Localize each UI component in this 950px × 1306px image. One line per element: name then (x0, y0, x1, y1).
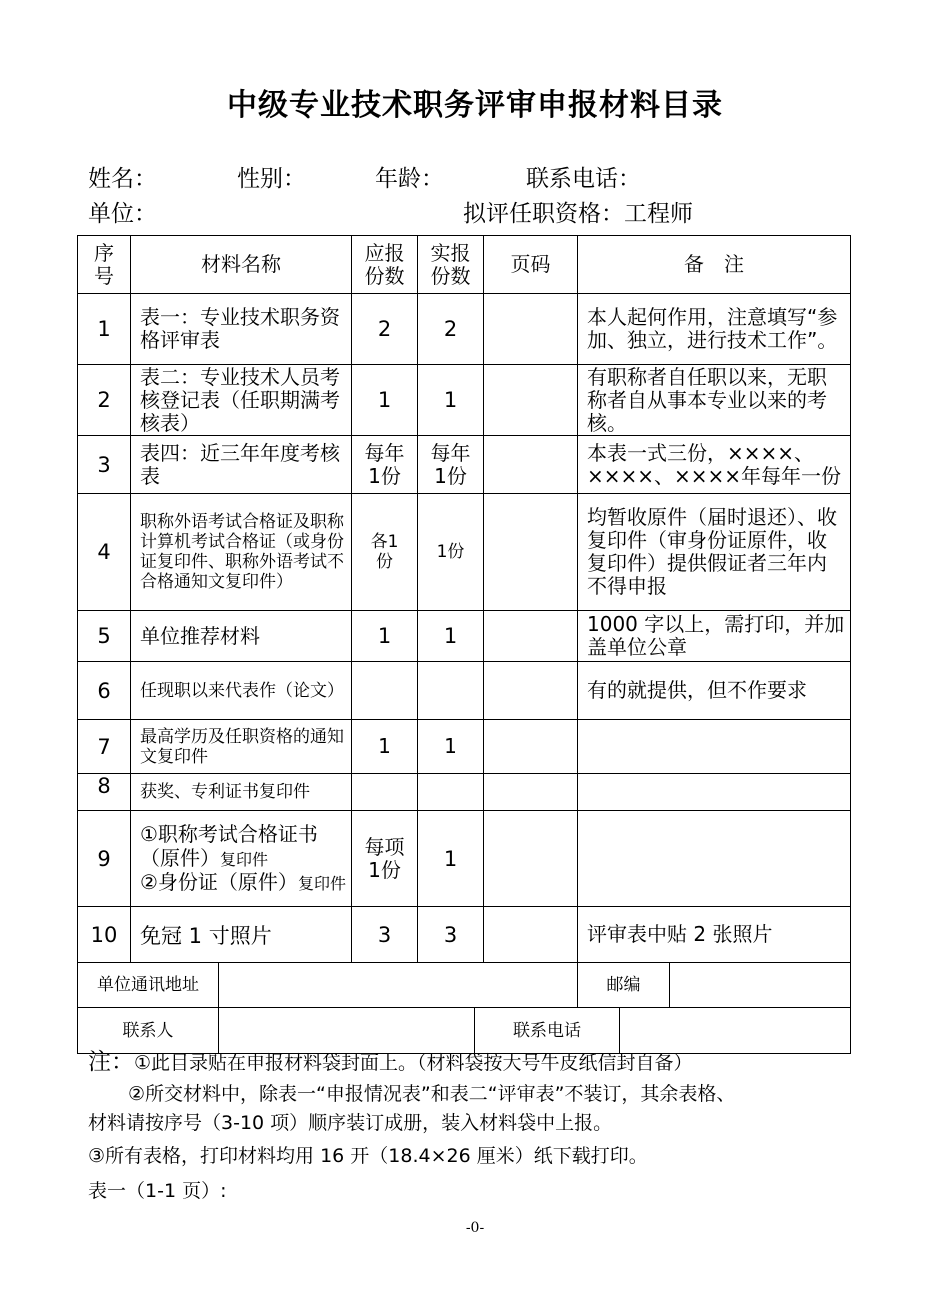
row-remark (578, 774, 851, 811)
address-row (78, 963, 851, 1008)
note-1-text: ①此目录贴在申报材料袋封面上。（材料袋按大号牛皮纸信封自备） (134, 1052, 693, 1074)
row-remark: 1000 字以上，需打印，并加盖单位公章 (578, 611, 851, 662)
row-page (484, 611, 578, 662)
row-remark: 有的就提供，但不作要求 (578, 662, 851, 720)
row-material-name: 表四：近三年年度考核表 (131, 436, 352, 494)
row-required: 各1份 (352, 494, 418, 611)
address-value (219, 963, 578, 1008)
row-material-name-line1-suffix: 复印件 (220, 849, 269, 869)
row-no: 10 (78, 907, 131, 963)
contact-phone-label: 联系电话 (475, 1008, 620, 1054)
row-actual: 2 (418, 294, 484, 365)
row-page (484, 365, 578, 436)
row-required: 每项1份 (352, 811, 418, 907)
qualification-label: 拟评任职资格：工程师 (463, 201, 693, 227)
row-remark: 本人起何作用，注意填写“参加、独立，进行技术工作”。 (578, 294, 851, 365)
unit-label: 单位： (88, 201, 157, 227)
row-actual: 1 (418, 365, 484, 436)
row-actual: 1 (418, 811, 484, 907)
row-material-name: 免冠 1 寸照片 (131, 907, 352, 963)
row-no: 3 (78, 436, 131, 494)
table-row (78, 365, 851, 436)
row-no: 9 (78, 811, 131, 907)
table-row (78, 662, 851, 720)
row-material-name: 任现职以来代表作（论文） (131, 662, 352, 720)
row-material-name-line1: ①职称考试合格证书（原件） (140, 821, 318, 870)
table-header-row (78, 236, 851, 294)
row-actual: 3 (418, 907, 484, 963)
age-label: 年龄： (375, 166, 444, 192)
row-material-name-line2-suffix: 复印件 (297, 873, 346, 893)
gender-label: 性别： (237, 166, 306, 192)
row-page (484, 494, 578, 611)
row-actual (418, 774, 484, 811)
table-row (78, 436, 851, 494)
header-remark: 备 注 (578, 236, 851, 294)
row-required: 2 (352, 294, 418, 365)
name-label: 姓名： (88, 166, 157, 192)
row-page (484, 662, 578, 720)
row-required (352, 662, 418, 720)
page-number: -0- (465, 1220, 485, 1236)
row-material-name: 职称外语考试合格证及职称计算机考试合格证（或身份证复印件、职称外语考试不合格通知文复印件） (131, 494, 352, 611)
row-material-name: 最高学历及任职资格的通知文复印件 (131, 720, 352, 774)
row-required: 1 (352, 611, 418, 662)
row-material-name-line2: ②身份证（原件） (140, 869, 298, 894)
row-remark (578, 811, 851, 907)
table-row (78, 811, 851, 907)
row-no: 4 (78, 494, 131, 611)
row-required: 1 (352, 720, 418, 774)
document-title: 中级专业技术职务评审申报材料目录 (227, 88, 723, 123)
row-actual: 每年1份 (418, 436, 484, 494)
header-required-copies: 应报份数 (352, 236, 418, 294)
table-row (78, 494, 851, 611)
note-1 (88, 1046, 868, 1080)
phone-label: 联系电话： (526, 166, 641, 192)
row-no: 2 (78, 365, 131, 436)
table-row (78, 720, 851, 774)
row-page (484, 436, 578, 494)
row-page (484, 774, 578, 811)
contact-label: 联系人 (78, 1008, 219, 1054)
row-no: 6 (78, 662, 131, 720)
header-no: 序号 (78, 236, 131, 294)
row-material-name: 表一：专业技术职务资格评审表 (131, 294, 352, 365)
row-remark: 均暂收原件（届时退还）、收复印件（审身份证原件，收复印件）提供假证者三年内不得申报 (578, 494, 851, 611)
row-no: 8 (78, 774, 131, 811)
row-required (352, 774, 418, 811)
row-remark: 有职称者自任职以来，无职称者自从事本专业以来的考核。 (578, 365, 851, 436)
row-remark (578, 720, 851, 774)
row-required: 3 (352, 907, 418, 963)
row-material-name: 单位推荐材料 (131, 611, 352, 662)
postcode-value (670, 963, 851, 1008)
header-material-name: 材料名称 (131, 236, 352, 294)
note-3: ③所有表格，打印材料均用 16 开（18.4×26 厘米）纸下载打印。 (88, 1145, 648, 1167)
note-2a: ②所交材料中，除表一“申报情况表”和表二“评审表”不装订，其余表格、 (128, 1083, 736, 1105)
table-row (78, 294, 851, 365)
row-page (484, 811, 578, 907)
row-required: 每年1份 (352, 436, 418, 494)
row-actual: 1份 (418, 494, 484, 611)
row-actual (418, 662, 484, 720)
row-page (484, 294, 578, 365)
address-label: 单位通讯地址 (78, 963, 219, 1008)
note-4: 表一（1-1 页）: (88, 1180, 227, 1202)
row-no: 7 (78, 720, 131, 774)
header-page: 页码 (484, 236, 578, 294)
row-no: 1 (78, 294, 131, 365)
row-remark: 评审表中贴 2 张照片 (578, 907, 851, 963)
row-no: 5 (78, 611, 131, 662)
note-prefix: 注： (88, 1049, 134, 1075)
row-remark: 本表一式三份，××××、××××、××××年每年一份 (578, 436, 851, 494)
header-actual-copies: 实报份数 (418, 236, 484, 294)
table-row (78, 611, 851, 662)
row-material-name: 获奖、专利证书复印件 (131, 774, 352, 811)
row-actual: 1 (418, 611, 484, 662)
row-page (484, 720, 578, 774)
row-actual: 1 (418, 720, 484, 774)
postcode-label: 邮编 (578, 963, 670, 1008)
row-material-name (131, 811, 352, 907)
note-2b: 材料请按序号（3-10 项）顺序装订成册，装入材料袋中上报。 (88, 1112, 613, 1134)
table-row (78, 907, 851, 963)
table-row (78, 774, 851, 811)
materials-table (77, 235, 851, 1008)
row-required: 1 (352, 365, 418, 436)
row-page (484, 907, 578, 963)
row-material-name: 表二：专业技术人员考核登记表（任职期满考核表） (131, 365, 352, 436)
